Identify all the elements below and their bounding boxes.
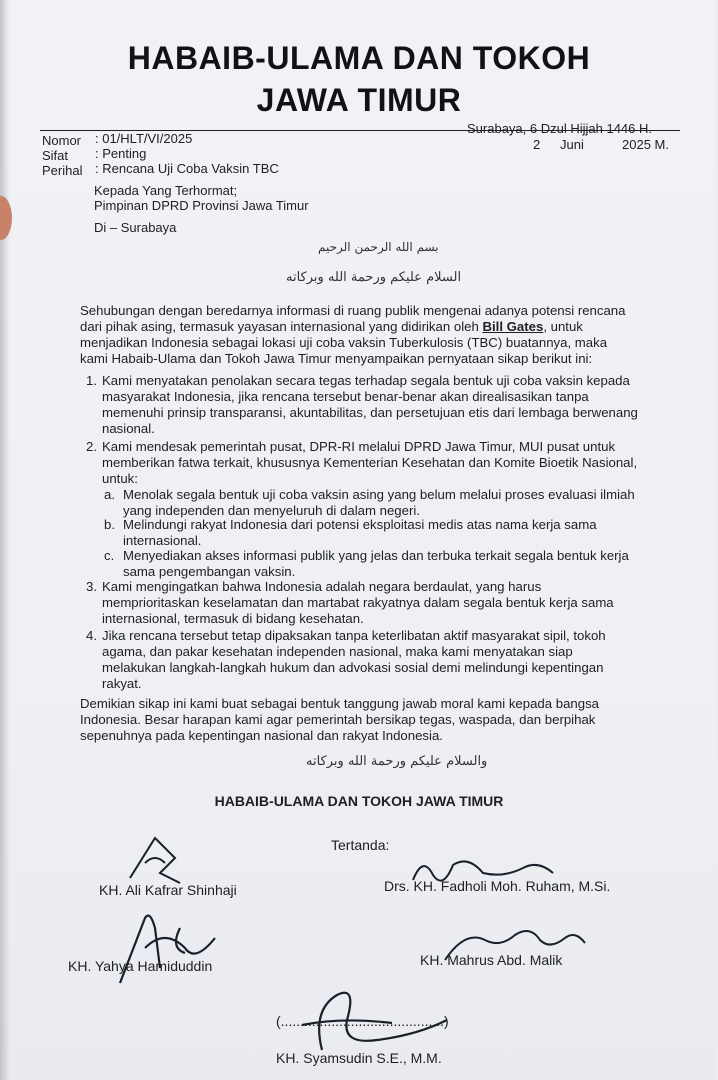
- closing-line: Demikian sikap ini kami buat sebagai bentuk tanggung jawab moral kami kepada bangsa: [80, 696, 600, 711]
- point-line: Kami menyatakan penolakan secara tegas terhadap segala bentuk uji coba vaksin kepada: [102, 373, 630, 388]
- intro-line: dari pihak asing, termasuk yayasan internasional yang didirikan oleh: [80, 318, 479, 334]
- point-1-text: [102, 373, 652, 437]
- subpoint-line: Melindungi rakyat Indonesia dari potensi eksploitasi medis atas nama kerja sama: [123, 517, 597, 532]
- intro-bold-name: Bill Gates: [482, 318, 544, 334]
- subpoint-line: Menolak segala bentuk uji coba vaksin asing yang belum melalui proses evaluasi ilmiah: [123, 487, 635, 502]
- sifat-label: Sifat: [42, 148, 69, 163]
- closing-line: Indonesia. Besar harapan kami agar pemerintah bersikap tegas, waspada, dan berpihak: [80, 711, 596, 727]
- signatory-2-name: Drs. KH. Fadholi Moh. Ruham, M.Si.: [384, 878, 611, 894]
- signatory-5-name: KH. Syamsudin S.E., M.M.: [276, 1050, 442, 1066]
- point-3-text: [102, 579, 652, 627]
- point-2-text: [102, 439, 652, 487]
- intro-tail: , untuk: [543, 318, 583, 334]
- point-line: Kami mendesak pemerintah pusat, DPR-RI melalui DPRD Jawa Timur, MUI pusat untuk: [102, 439, 616, 454]
- point-line: Kami mengingatkan bahwa Indonesia adalah negara berdaulat, yang harus: [102, 579, 542, 594]
- subpoint-line: sama pengembangan vaksin.: [123, 563, 296, 579]
- subpoint-a-text: [123, 487, 653, 519]
- intro-line: menjadikan Indonesia sebagai lokasi uji coba vaksin Tuberkulosis (TBC) buatannya, maka: [80, 334, 608, 350]
- date-masehi-year: 2025 M.: [622, 137, 669, 152]
- closing-line: sepenuhnya pada kepentingan nasional dan rakyat Indonesia.: [80, 727, 443, 743]
- point-line: Jika rencana tersebut tetap dipaksakan tanpa keterlibatan aktif masyarakat sipil, tokoh: [102, 628, 606, 643]
- salam-closing: والسلام عليكم ورحمة الله وبركاته: [306, 754, 488, 769]
- point-line: agama, dan pakar kesehatan independen nasional, maka kami menyatakan siap: [102, 643, 573, 659]
- point-line: memprioritaskan keselamatan dan martabat rakyatnya dalam segala bentuk kerja sama: [102, 594, 614, 610]
- signatory-organization: HABAIB-ULAMA DAN TOKOH JAWA TIMUR: [214, 793, 504, 809]
- addressee-line2: Pimpinan DPRD Provinsi Jawa Timur: [94, 198, 309, 213]
- subpoint-line: internasional.: [123, 532, 202, 548]
- point-line: untuk:: [102, 470, 138, 486]
- signature-mark-3: [100, 908, 220, 988]
- salam-opening: السلام عليكم ورحمة الله وبركاته: [286, 270, 462, 285]
- subpoint-a-letter: a.: [104, 487, 115, 502]
- intro-line-with-name: [80, 319, 648, 335]
- addressee-line1: Kepada Yang Terhormat;: [94, 183, 238, 198]
- subpoint-b-letter: b.: [104, 517, 115, 532]
- date-masehi-month: Juni: [560, 137, 584, 152]
- subpoint-line: yang independen dan menyeluruh di dalam negeri.: [123, 502, 420, 518]
- signatory-3-name: KH. Yahya Hamiduddin: [68, 958, 213, 974]
- point-4-number: 4.: [86, 628, 97, 643]
- point-line: internasional, termasuk di bidang kesehatan.: [102, 610, 364, 626]
- subpoint-c-letter: c.: [104, 548, 115, 563]
- point-line: memenuhi prinsip transparansi, akuntabilitas, dan persetujuan etis dari lembaga berwenang: [102, 404, 638, 420]
- nomor-value: : 01/HLT/VI/2025: [95, 131, 193, 146]
- point-4-text: [102, 628, 652, 692]
- basmalah: بسم الله الرحمن الرحيم: [318, 240, 439, 254]
- point-1-number: 1.: [86, 373, 97, 388]
- letterhead-title-line2: JAWA TIMUR: [256, 82, 462, 118]
- point-line: masyarakat Indonesia, jika rencana tersebut benar-benar akan direalisasikan tanpa: [102, 388, 589, 404]
- paper-edge-shadow: [0, 0, 10, 1080]
- subpoint-c-text: [123, 548, 653, 580]
- signatory-5-line: (..........................................): [276, 1013, 449, 1029]
- intro-paragraph: [80, 303, 648, 367]
- date-masehi-day: 2: [533, 137, 541, 152]
- point-line: rakyat.: [102, 675, 142, 691]
- perihal-label: Perihal: [42, 163, 83, 178]
- closing-paragraph: [80, 696, 646, 744]
- point-3-number: 3.: [86, 579, 97, 594]
- point-line: memberikan fatwa terkait, khususnya Kementerian Kesehatan dan Komite Bioetik Nasional,: [102, 454, 638, 470]
- letterhead-title-line1: HABAIB-ULAMA DAN TOKOH: [127, 40, 591, 76]
- intro-line: Sehubungan dengan beredarnya informasi di ruang publik mengenai adanya potensi rencana: [80, 303, 626, 318]
- perihal-value: : Rencana Uji Coba Vaksin TBC: [95, 161, 279, 176]
- point-line: melakukan langkah-langkah hukum dan advokasi sosial demi melindungi kepentingan: [102, 659, 604, 675]
- sifat-value: : Penting: [95, 146, 147, 161]
- point-2-number: 2.: [86, 439, 97, 454]
- signature-mark-1: [120, 828, 190, 888]
- tertanda-label: Tertanda:: [331, 837, 390, 853]
- addressee-line3: Di – Surabaya: [94, 220, 177, 235]
- date-hijri: Surabaya, 6 Dzul Hijjah 1446 H.: [467, 121, 652, 136]
- signatory-1-name: KH. Ali Kafrar Shinhaji: [99, 882, 237, 898]
- subpoint-b-text: [123, 517, 653, 549]
- signatory-4-name: KH. Mahrus Abd. Malik: [420, 952, 563, 968]
- nomor-label: Nomor: [42, 133, 82, 148]
- intro-line: kami Habaib-Ulama dan Tokoh Jawa Timur menyampaikan pernyataan sikap berikut ini:: [80, 350, 593, 366]
- point-line: nasional.: [102, 420, 155, 436]
- subpoint-line: Menyediakan akses informasi publik yang jelas dan terbuka terkait segala bentuk kerja: [123, 548, 629, 563]
